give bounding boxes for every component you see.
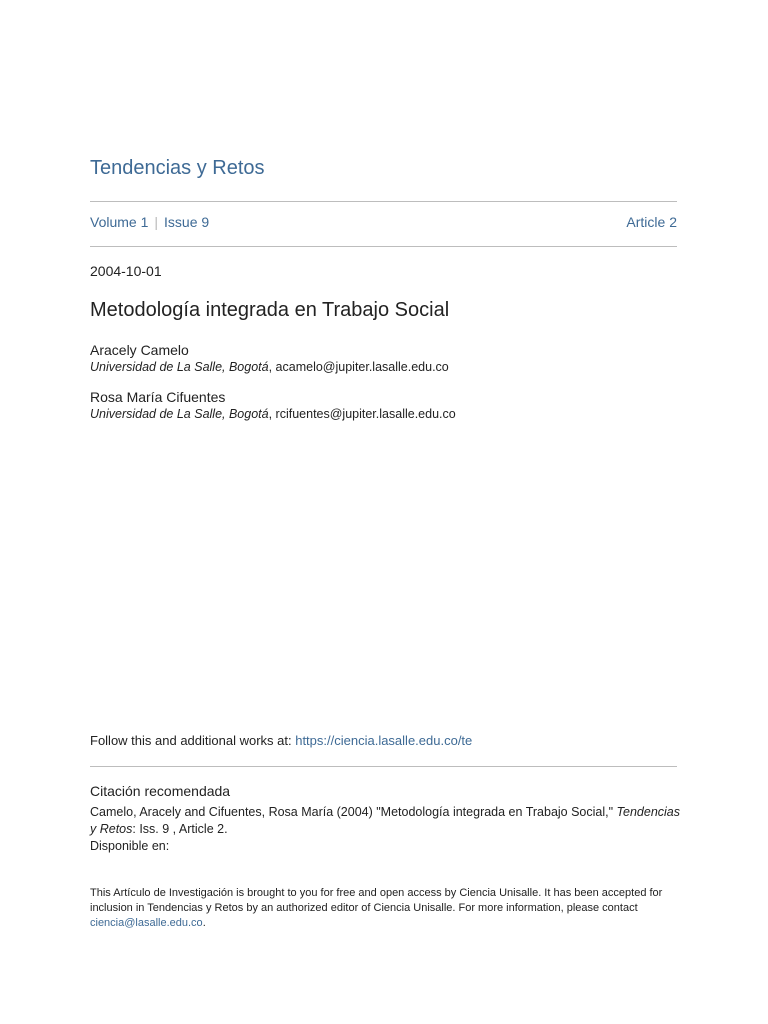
author-affiliation: Universidad de La Salle, Bogotá, acamelo@jupiter.lasalle.edu.co [90, 360, 449, 374]
issue-info-row [90, 214, 677, 234]
follow-text: Follow this and additional works at: [90, 733, 296, 748]
citation-body [90, 804, 680, 855]
footer-notice [90, 886, 680, 931]
contact-email-link[interactable]: ciencia@lasalle.edu.co [90, 917, 203, 929]
author-email[interactable]: rcifuentes@jupiter.lasalle.edu.co [275, 407, 456, 421]
author-affiliation: Universidad de La Salle, Bogotá, rcifuentes@jupiter.lasalle.edu.co [90, 407, 456, 421]
citation-heading: Citación recomendada [90, 783, 231, 799]
separator: | [154, 214, 159, 230]
citation-available: Disponible en: [90, 839, 170, 853]
second-divider [90, 246, 677, 247]
citation-text: Camelo, Aracely and Cifuentes, Rosa María (2004) "Metodología integrada en Trabajo Social," [90, 805, 617, 819]
author-email[interactable]: acamelo@jupiter.lasalle.edu.co [275, 360, 449, 374]
affiliation-name: Universidad de La Salle, Bogotá [90, 360, 269, 374]
citation-divider [90, 766, 677, 767]
publication-date: 2004-10-01 [90, 263, 162, 279]
footer-end: . [202, 917, 206, 929]
collection-url-link[interactable]: https://ciencia.lasalle.edu.co/te [295, 733, 473, 748]
author-block-2 [90, 389, 456, 421]
author-name: Rosa María Cifuentes [90, 389, 226, 405]
author-block-1 [90, 342, 449, 374]
issue-link[interactable]: Issue 9 [164, 214, 210, 230]
author-name: Aracely Camelo [90, 342, 189, 358]
follow-line [90, 733, 472, 748]
citation-issue: : Iss. 9 , Article 2. [132, 822, 228, 836]
article-title: Metodología integrada en Trabajo Social [90, 299, 450, 321]
top-divider [90, 201, 677, 202]
citation-journal: Tendencias y Retos [90, 805, 681, 836]
footer-text: This Artículo de Investigación is brought to you for free and open access by Ciencia Unisalle. It has been accepted for inclusion in Tendencias y Retos by an authorized editor of Ciencia Unisalle. For more information, please contact [90, 887, 663, 914]
affiliation-name: Universidad de La Salle, Bogotá [90, 407, 269, 421]
article-link[interactable]: Article 2 [626, 214, 677, 230]
volume-link[interactable]: Volume 1 [90, 214, 149, 230]
journal-title-link[interactable]: Tendencias y Retos [90, 157, 265, 179]
